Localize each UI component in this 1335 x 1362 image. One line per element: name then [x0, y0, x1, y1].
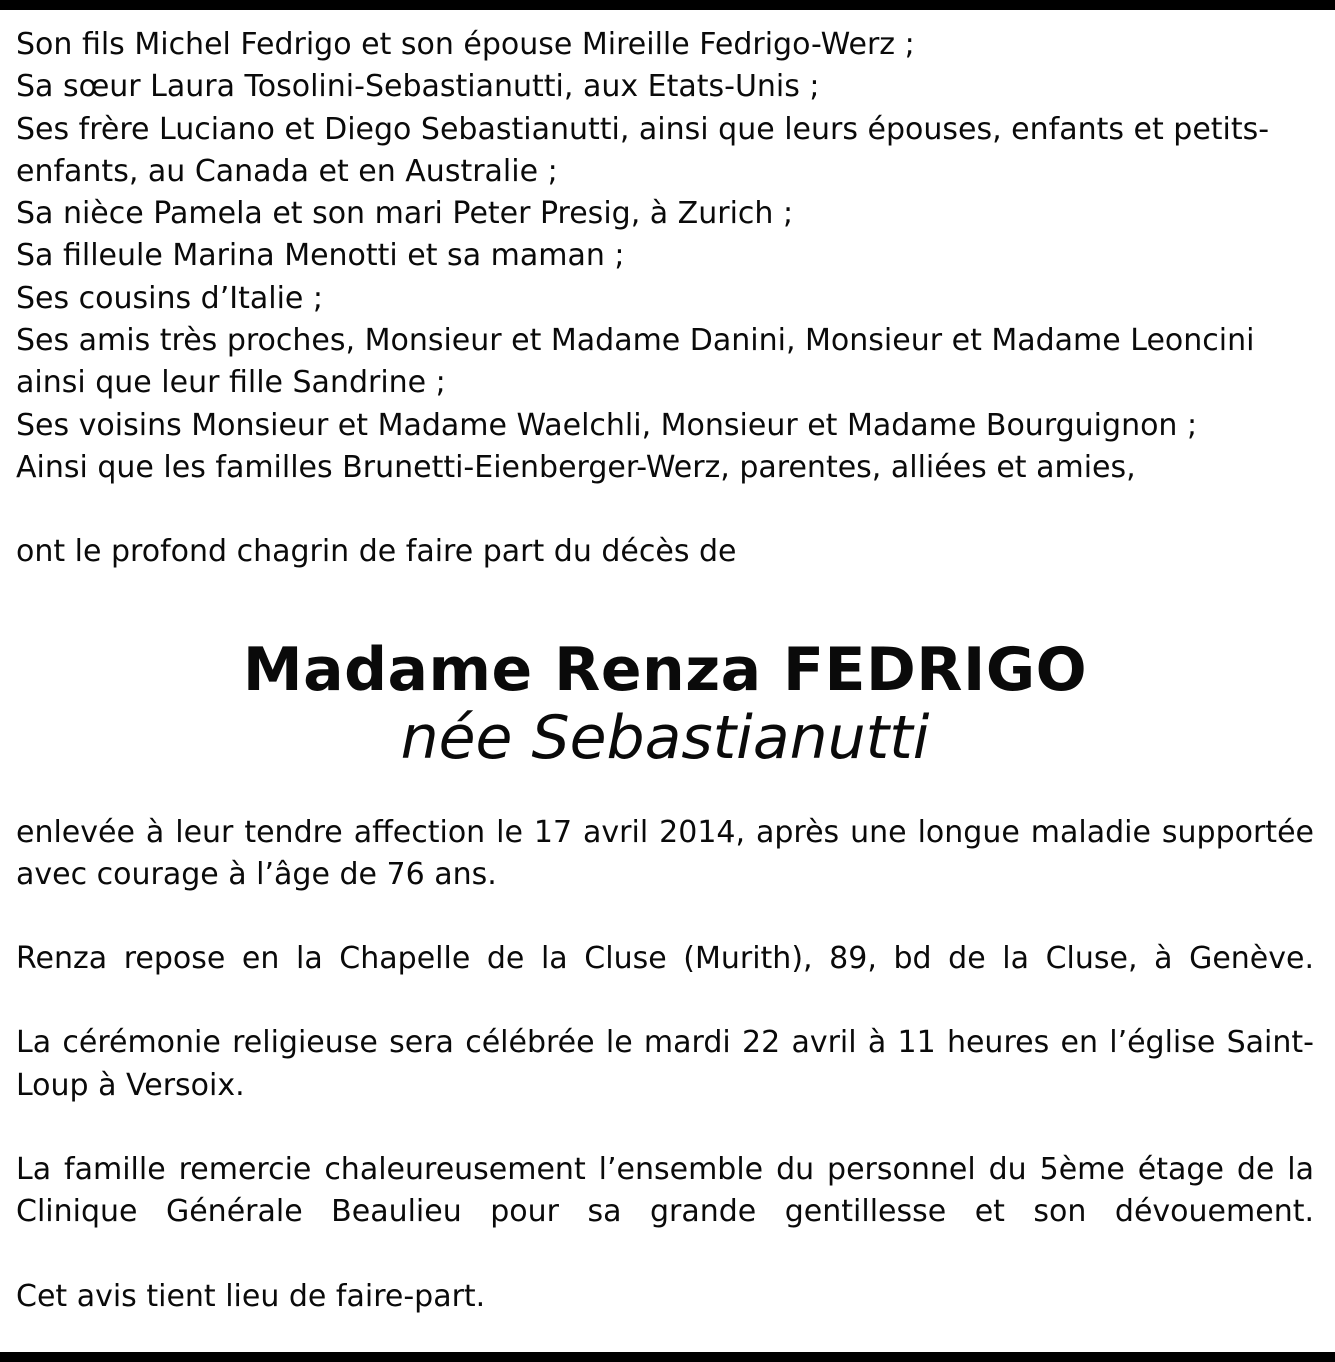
deceased-name: Madame Renza FEDRIGO: [242, 634, 1088, 705]
rest-location-text: Renza repose en la Chapelle de la Cluse (Murith), 89, bd de la Cluse, à Genève.: [16, 941, 1314, 977]
passing-paragraph: [16, 812, 1314, 897]
family-line: Son fils Michel Fedrigo et son épouse Mireille Fedrigo-Werz ;: [16, 27, 915, 62]
top-border-rule: [0, 0, 1335, 10]
thanks-paragraph: [16, 1149, 1314, 1234]
family-line: Sa filleule Marina Menotti et sa maman ;: [16, 238, 625, 274]
family-line: Sa sœur Laura Tosolini-Sebastianutti, aux Etats-Unis ;: [16, 69, 820, 105]
thanks-line: La famille remercie chaleureusement l’ensemble du personnel du 5ème étage de la: [16, 1152, 1314, 1188]
family-line: enfants, au Canada et en Australie ;: [16, 153, 558, 189]
thanks-line: Clinique Générale Beaulieu pour sa grande gentillesse et son dévouement.: [16, 1194, 1314, 1230]
family-list: [16, 24, 1314, 489]
ceremony-paragraph: [16, 1022, 1314, 1107]
family-line: Ainsi que les familles Brunetti-Eienberger-Werz, parentes, alliées et amies,: [16, 449, 1136, 485]
ceremony-line: La cérémonie religieuse sera célébrée le mardi 22 avril à 11 heures en l’église Saint-: [16, 1025, 1314, 1061]
family-line: ainsi que leur fille Sandrine ;: [16, 365, 446, 401]
announcement-text: ont le profond chagrin de faire part du décès de: [16, 534, 737, 570]
family-line: Sa nièce Pamela et son mari Peter Presig, à Zurich ;: [16, 196, 794, 232]
deceased-maiden-name: née Sebastianutti: [400, 702, 930, 773]
family-line: Ses voisins Monsieur et Madame Waelchli, Monsieur et Madame Bourguignon ;: [16, 407, 1198, 443]
family-line: Ses frère Luciano et Diego Sebastianutti, ainsi que leurs épouses, enfants et petits-: [16, 111, 1270, 147]
obituary-notice: [16, 24, 1314, 1318]
passing-line: avec courage à l’âge de 76 ans.: [16, 856, 497, 892]
family-line: Ses cousins d’Italie ;: [16, 280, 324, 316]
closing-text: Cet avis tient lieu de faire-part.: [16, 1278, 486, 1314]
family-line: Ses amis très proches, Monsieur et Madame Danini, Monsieur et Madame Leoncini: [16, 323, 1255, 359]
ceremony-line: Loup à Versoix.: [16, 1067, 245, 1103]
passing-line: enlevée à leur tendre affection le 17 avril 2014, après une longue maladie supportée: [16, 814, 1314, 850]
bottom-border-rule: [0, 1352, 1335, 1362]
